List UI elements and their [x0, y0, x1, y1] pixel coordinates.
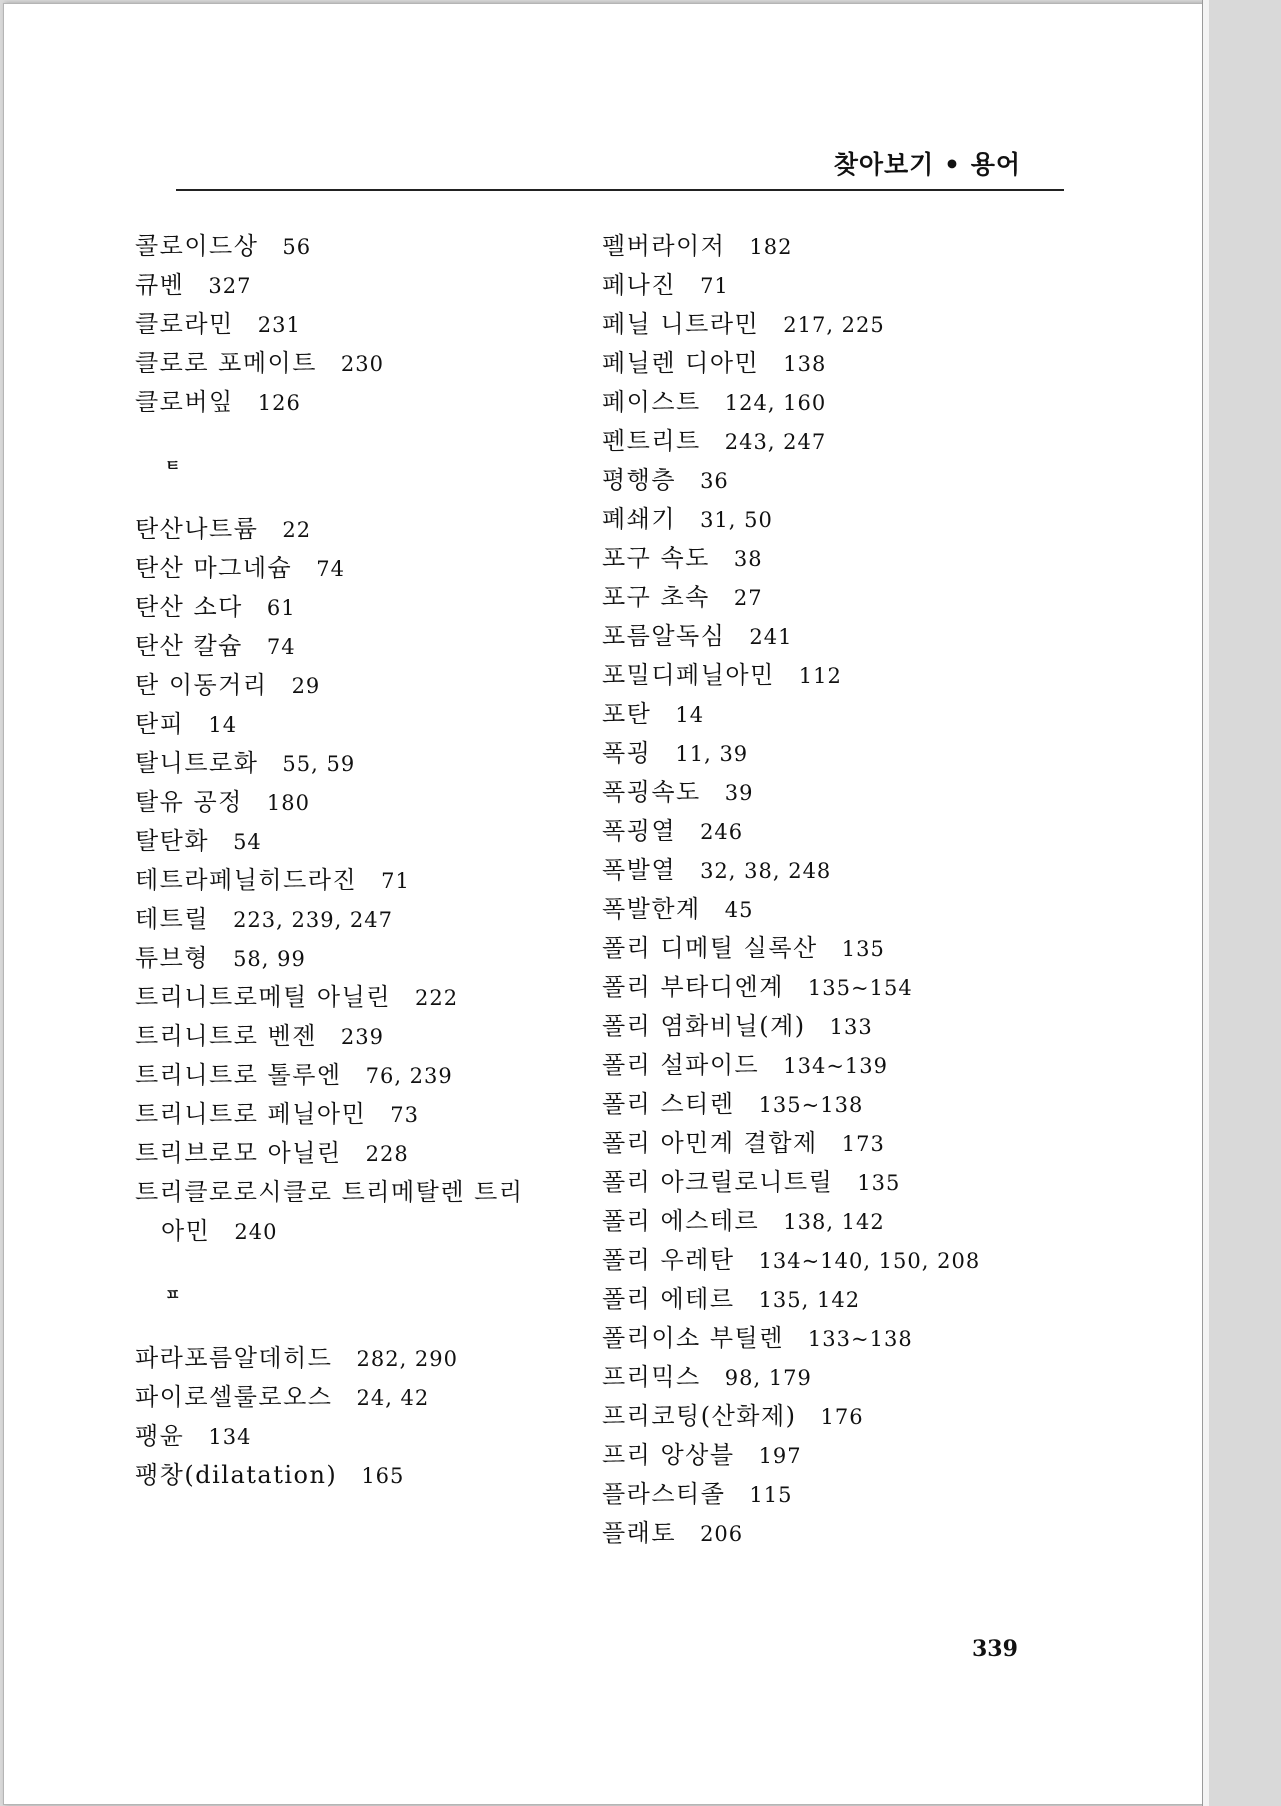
index-page-refs: 197 — [758, 1444, 802, 1468]
index-term: 포구 초속 — [602, 583, 710, 611]
index-term: 폴리 에테르 — [602, 1285, 735, 1313]
index-page-refs: 14 — [675, 703, 705, 727]
document-page — [3, 3, 1203, 1805]
index-entry — [602, 1358, 1022, 1397]
index-page-refs: 55, 59 — [282, 752, 356, 776]
index-term: 폴리 부타디엔계 — [602, 973, 784, 1001]
index-page-refs: 133 — [829, 1015, 873, 1039]
index-page-refs: 74 — [266, 635, 296, 659]
index-page-refs: 124, 160 — [724, 391, 827, 415]
index-entry — [602, 1475, 1022, 1514]
index-entry — [602, 734, 1022, 773]
index-term: 콜로이드상 — [135, 232, 259, 260]
index-entry — [135, 344, 575, 383]
index-entry — [135, 1017, 575, 1056]
index-page-refs: 133~138 — [807, 1327, 913, 1351]
index-page-refs: 115 — [749, 1483, 793, 1507]
index-entry — [135, 1095, 575, 1134]
index-page-refs: 241 — [749, 625, 793, 649]
index-page-refs: 165 — [361, 1464, 405, 1488]
index-page-refs: 231 — [257, 313, 301, 337]
index-term: 탄산 칼슘 — [135, 632, 243, 660]
index-term: 팽창(dilatation) — [135, 1461, 338, 1489]
index-page-refs: 223, 239, 247 — [233, 908, 394, 932]
index-entry — [602, 851, 1022, 890]
index-term: 팽윤 — [135, 1422, 185, 1450]
index-entry — [602, 500, 1022, 539]
index-entry — [602, 1046, 1022, 1085]
index-page-refs: 74 — [316, 557, 345, 581]
index-term: 폭발한계 — [602, 895, 701, 923]
index-entry — [135, 900, 575, 939]
index-entry — [602, 968, 1022, 1007]
section-heading: ㅌ — [165, 456, 182, 475]
index-entry — [602, 1085, 1022, 1124]
index-term-continuation — [135, 1212, 575, 1252]
index-term: 폴리 아민계 결합제 — [602, 1129, 818, 1157]
index-page-refs: 239 — [340, 1025, 385, 1049]
index-entry — [135, 510, 575, 549]
index-term: 탈유 공정 — [135, 788, 243, 816]
index-entry — [602, 578, 1022, 617]
index-entry — [602, 1124, 1022, 1163]
index-page-refs: 11, 39 — [675, 742, 749, 766]
index-page-refs: 173 — [841, 1132, 885, 1156]
index-page-refs: 71 — [381, 869, 410, 893]
index-entry — [602, 227, 1022, 266]
index-page-refs: 56 — [282, 235, 312, 259]
index-term: 튜브형 — [135, 944, 210, 972]
index-entry — [602, 305, 1022, 344]
index-entry — [135, 666, 575, 705]
index-page-refs: 135 — [857, 1171, 901, 1195]
index-page-refs: 246 — [700, 820, 744, 844]
index-page-refs: 76, 239 — [365, 1064, 453, 1088]
index-page-refs: 180 — [266, 791, 310, 815]
index-entry — [135, 1173, 575, 1251]
index-term: 펠버라이저 — [602, 232, 726, 260]
index-entry — [135, 305, 575, 344]
index-page-refs: 134 — [208, 1425, 252, 1449]
index-term: 폐쇄기 — [602, 505, 677, 533]
index-term: 트리니트로메틸 아닐린 — [135, 983, 391, 1011]
index-term: 포밀디페닐아민 — [602, 661, 775, 689]
index-page-refs: 135~154 — [807, 976, 913, 1000]
index-page-refs: 182 — [749, 235, 793, 259]
index-term: 폭굉열 — [602, 817, 677, 845]
index-page-refs: 282, 290 — [356, 1347, 458, 1371]
index-entry — [602, 656, 1022, 695]
index-page-refs: 36 — [700, 469, 729, 493]
index-page-refs: 22 — [282, 518, 312, 542]
index-page-refs: 240 — [234, 1220, 278, 1244]
index-entry — [135, 1456, 575, 1495]
index-term: 페이스트 — [602, 388, 701, 416]
index-term: 폴리 설파이드 — [602, 1051, 760, 1079]
index-entry — [135, 549, 575, 588]
index-page-refs: 135, 142 — [758, 1288, 861, 1312]
index-term: 폴리 우레탄 — [602, 1246, 735, 1274]
index-entry — [602, 617, 1022, 656]
index-entry — [602, 461, 1022, 500]
index-entry — [602, 383, 1022, 422]
index-term: 포구 속도 — [602, 544, 710, 572]
index-page-refs: 24, 42 — [356, 1386, 430, 1410]
index-entry — [135, 627, 575, 666]
index-entry — [602, 1241, 1022, 1280]
index-term: 클로라민 — [135, 310, 234, 338]
index-term: 파라포름알데히드 — [135, 1344, 333, 1372]
index-term: 페나진 — [602, 271, 677, 299]
index-page-refs: 243, 247 — [724, 430, 827, 454]
index-entry — [135, 383, 575, 422]
index-page-refs: 222 — [414, 986, 459, 1010]
index-entry — [602, 422, 1022, 461]
index-term: 프리믹스 — [602, 1363, 701, 1391]
index-term: 탄산나트륨 — [135, 515, 259, 543]
index-entry — [602, 539, 1022, 578]
index-term: 탄피 — [135, 710, 185, 738]
index-term: 트리브로모 아닐린 — [135, 1139, 342, 1167]
index-term: 페닐렌 디아민 — [602, 349, 760, 377]
index-page-refs: 134~139 — [783, 1054, 888, 1078]
index-page-refs: 32, 38, 248 — [700, 859, 832, 883]
index-term: 탄 이동거리 — [135, 671, 268, 699]
index-page-refs: 61 — [266, 596, 296, 620]
index-term: 평행층 — [602, 466, 677, 494]
index-page-refs: 126 — [257, 391, 301, 415]
index-page-refs: 45 — [724, 898, 754, 922]
index-page-refs: 71 — [700, 274, 729, 298]
index-term: 프리코팅(산화제) — [602, 1402, 797, 1430]
index-term: 폴리이소 부틸렌 — [602, 1324, 784, 1352]
index-term: 클로로 포메이트 — [135, 349, 317, 377]
index-term: 폭굉속도 — [602, 778, 701, 806]
index-page-refs: 135 — [841, 937, 885, 961]
index-term: 폴리 염화비닐(계) — [602, 1012, 806, 1040]
index-column-right — [602, 227, 1022, 1553]
index-entry — [602, 1436, 1022, 1475]
index-entry — [602, 695, 1022, 734]
index-term: 탈니트로화 — [135, 749, 259, 777]
page-edge — [1202, 0, 1209, 1806]
index-term: 펜트리트 — [602, 427, 701, 455]
index-term: 폭굉 — [602, 739, 652, 767]
index-entry — [602, 890, 1022, 929]
index-term: 폴리 아크릴로니트릴 — [602, 1168, 834, 1196]
index-page-refs: 176 — [820, 1405, 864, 1429]
index-term: 플라스티졸 — [602, 1480, 726, 1508]
index-page-refs: 98, 179 — [724, 1366, 812, 1390]
running-header: 찾아보기 • 용어 — [833, 150, 1021, 179]
index-entry — [135, 978, 575, 1017]
index-term: 탈탄화 — [135, 827, 210, 855]
index-page-refs: 112 — [798, 664, 842, 688]
index-page-refs: 39 — [724, 781, 754, 805]
index-entry — [135, 744, 575, 783]
index-entry — [135, 705, 575, 744]
index-term: 포탄 — [602, 700, 652, 728]
index-term: 파이로셀룰로오스 — [135, 1383, 333, 1411]
index-term-wrap: 아민 — [161, 1217, 211, 1245]
index-term: 폴리 스티렌 — [602, 1090, 735, 1118]
index-term: 테트라페닐히드라진 — [135, 866, 358, 894]
index-page-refs: 138, 142 — [783, 1210, 885, 1234]
index-page-refs: 206 — [700, 1522, 744, 1546]
index-page-refs: 135~138 — [758, 1093, 864, 1117]
index-entry — [135, 1134, 575, 1173]
index-page-refs: 217, 225 — [783, 313, 885, 337]
index-entry — [135, 939, 575, 978]
index-page-refs: 73 — [390, 1103, 420, 1127]
index-term: 클로버잎 — [135, 388, 234, 416]
index-entry — [602, 1163, 1022, 1202]
index-entry — [135, 1339, 575, 1378]
index-page-refs: 27 — [733, 586, 763, 610]
index-term: 탄산 소다 — [135, 593, 243, 621]
header-rule — [176, 189, 1064, 191]
index-page-refs: 14 — [208, 713, 238, 737]
index-entry — [602, 266, 1022, 305]
index-entry — [135, 227, 575, 266]
index-page-refs: 134~140, 150, 208 — [758, 1249, 981, 1273]
index-term: 폴리 에스테르 — [602, 1207, 760, 1235]
index-term: 큐벤 — [135, 271, 185, 299]
index-term: 탄산 마그네슘 — [135, 554, 293, 582]
index-entry — [602, 1397, 1022, 1436]
index-term: 포름알독심 — [602, 622, 726, 650]
index-page-refs: 29 — [291, 674, 321, 698]
index-entry — [135, 1417, 575, 1456]
index-entry — [602, 1319, 1022, 1358]
index-page-refs: 230 — [340, 352, 385, 376]
index-term: 테트릴 — [135, 905, 210, 933]
index-entry — [135, 822, 575, 861]
index-column-left — [135, 227, 575, 1495]
section-heading: ㅍ — [165, 1285, 182, 1304]
index-page-refs: 138 — [783, 352, 827, 376]
index-page-refs: 58, 99 — [233, 947, 306, 971]
index-term: 트리니트로 페닐아민 — [135, 1100, 367, 1128]
index-term: 트리니트로 벤젠 — [135, 1022, 317, 1050]
index-entry — [135, 861, 575, 900]
index-term: 트리클로로시클로 트리메탈렌 트리 — [135, 1178, 524, 1206]
index-entry — [135, 1378, 575, 1417]
page-number: 339 — [972, 1636, 1018, 1662]
index-term: 프리 앙상블 — [602, 1441, 735, 1469]
index-entry — [602, 812, 1022, 851]
index-entry — [135, 783, 575, 822]
index-entry — [602, 773, 1022, 812]
index-page-refs: 31, 50 — [700, 508, 773, 532]
index-term: 폭발열 — [602, 856, 677, 884]
index-entry — [602, 1007, 1022, 1046]
index-term: 페닐 니트라민 — [602, 310, 760, 338]
index-entry — [135, 588, 575, 627]
index-entry — [602, 1202, 1022, 1241]
index-entry — [602, 929, 1022, 968]
index-page-refs: 228 — [365, 1142, 409, 1166]
index-page-refs: 327 — [208, 274, 252, 298]
index-entry — [602, 344, 1022, 383]
index-term: 플래토 — [602, 1519, 677, 1547]
index-term: 폴리 디메틸 실록산 — [602, 934, 818, 962]
index-page-refs: 38 — [733, 547, 763, 571]
index-entry — [135, 266, 575, 305]
index-page-refs: 54 — [233, 830, 262, 854]
index-term: 트리니트로 톨루엔 — [135, 1061, 342, 1089]
index-entry — [135, 1056, 575, 1095]
index-entry — [602, 1514, 1022, 1553]
index-entry — [602, 1280, 1022, 1319]
